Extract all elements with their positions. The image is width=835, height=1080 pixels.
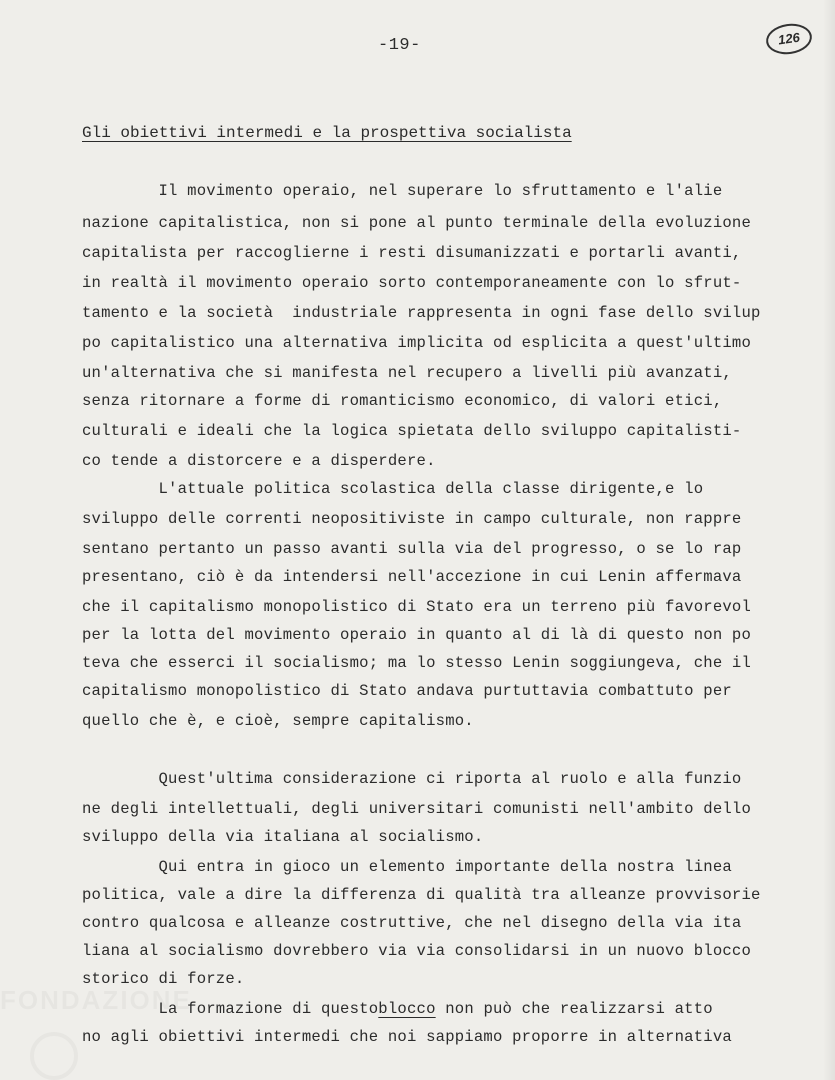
text-line: storico di forze. <box>82 970 245 988</box>
text-line: politica, vale a dire la differenza di qualità tra alleanze provvisorie <box>82 886 761 904</box>
text-line: capitalismo monopolistico di Stato andava purtuttavia combattuto per <box>82 682 732 700</box>
text-line: Qui entra in gioco un elemento importante della nostra linea <box>82 858 732 876</box>
text-line: sviluppo delle correnti neopositiviste in campo culturale, non rappre <box>82 510 742 528</box>
text-line: Il movimento operaio, nel superare lo sfruttamento e l'alie <box>82 182 723 200</box>
text-line: tamento e la società industriale rappresenta in ogni fase dello svilup <box>82 304 761 322</box>
watermark-logo-icon <box>30 1032 78 1080</box>
text-line: nazione capitalistica, non si pone al punto terminale della evoluzione <box>82 214 752 232</box>
text-line: liana al socialismo dovrebbero via via consolidarsi in un nuovo blocco <box>82 942 752 960</box>
text-line: capitalista per raccoglierne i resti disumanizzati e portarli avanti, <box>82 244 742 262</box>
archive-watermark <box>0 985 192 1016</box>
text-line: L'attuale politica scolastica della classe dirigente,e lo <box>82 480 704 498</box>
text-line: po capitalistico una alternativa implicita od esplicita a quest'ultimo <box>82 334 752 352</box>
text-line: contro qualcosa e alleanze costruttive, che nel disegno della via ita <box>82 914 742 932</box>
text-segment: non può che realizzarsi atto <box>435 1000 713 1018</box>
text-line: teva che esserci il socialismo; ma lo stesso Lenin soggiungeva, che il <box>82 654 752 672</box>
text-segment: La formazione di questo <box>82 1000 379 1018</box>
text-line: co tende a distorcere e a disperdere. <box>82 452 436 470</box>
text-line: un'alternativa che si manifesta nel recupero a livelli più avanzati, <box>82 364 732 382</box>
text-line: presentano, ciò è da intendersi nell'accezione in cui Lenin affermava <box>82 568 742 586</box>
text-line: per la lotta del movimento operaio in quanto al di là di questo non po <box>82 626 752 644</box>
text-line: che il capitalismo monopolistico di Stato era un terreno più favorevol <box>82 598 752 616</box>
underlined-word: blocco <box>378 1000 436 1018</box>
text-line: sviluppo della via italiana al socialismo. <box>82 828 484 846</box>
archive-number-stamp: 126 <box>764 21 814 57</box>
text-line: senza ritornare a forme di romanticismo economico, di valori etici, <box>82 392 723 410</box>
page-edge-shadow <box>823 0 835 1080</box>
text-line: culturali e ideali che la logica spietata dello sviluppo capitalisti- <box>82 422 742 440</box>
text-line: quello che è, e cioè, sempre capitalismo. <box>82 712 474 730</box>
text-line: no agli obiettivi intermedi che noi sappiamo proporre in alternativa <box>82 1028 732 1046</box>
page-number: -19- <box>378 36 421 55</box>
text-line: sentano pertanto un passo avanti sulla via del progresso, o se lo rap <box>82 540 742 558</box>
text-line: in realtà il movimento operaio sorto contemporaneamente con lo sfrut- <box>82 274 742 292</box>
text-line: Quest'ultima considerazione ci riporta al ruolo e alla funzio <box>82 770 742 788</box>
text-line: ne degli intellettuali, degli universitari comunisti nell'ambito dello <box>82 800 752 818</box>
section-heading: Gli obiettivi intermedi e la prospettiva socialista <box>82 124 572 142</box>
